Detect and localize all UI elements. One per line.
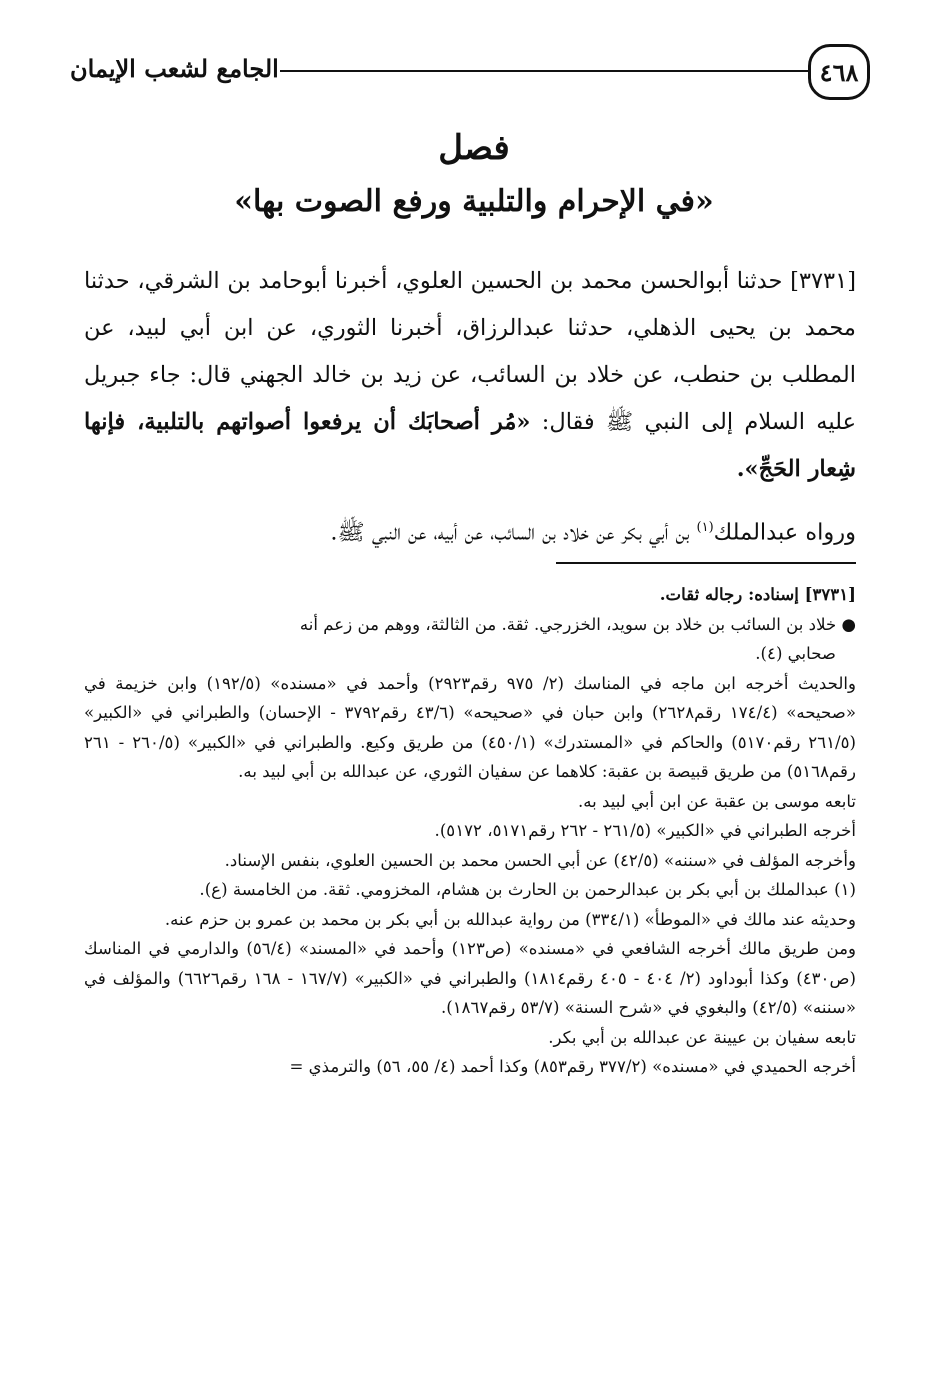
mutabaah-note: تابعه موسى بن عقبة عن ابن أبي لبيد به. bbox=[577, 791, 856, 811]
page-number: ٤٦٨ bbox=[808, 44, 870, 100]
footnote-1: (١) عبدالملك بن أبي بكر بن عبدالرحمن بن الحارث بن هشام، المخزومي. ثقة. من الخامسة (ع). bbox=[199, 880, 856, 899]
book-title: الجامع لشعب الإيمان bbox=[70, 54, 279, 83]
riwaya-before: ورواه عبدالملك bbox=[713, 519, 856, 546]
malik-route-note: ومن طريق مالك أخرجه الشافعي في «مسنده» (ص١٢٣) وأحمد في «المسند» (٥٦/٤) والدارمي في المناسك (ص٤٣٠) وكذا أبوداود (٢/ ٤٠٤ - ٤٠٥ رقم١٨١٤) والطبراني في «الكبير» (١٦٧/٧ - ١٦٨ رقم٦٦٢٦) والمؤلف في «سننه» (٤٢/٥) والبغوي في «شرح السنة» (٥٣/٧ رقم١٨٦٧). bbox=[84, 939, 857, 1017]
section-heading: فصل bbox=[438, 128, 510, 168]
takhrij-paragraph: والحديث أخرجه ابن ماجه في المناسك (٢/ ٩٧٥ رقم٢٩٢٣) وأحمد في «مسنده» (١٩٢/٥) وابن خزيمة في «صحيحه» (١٧٤/٤ رقم٢٦٢٨) وابن حبان في «صحيحه» (٤٣/٦ رقم٣٧٩٢ - الإحسان) والطبراني في «الكبير» (٢٦١/٥ رقم٥١٧٠) والحاكم في «المستدرك» (٤٥٠/١) من طريق وكيع. والطبراني في «الكبير» (٢٦٠/٥ - ٢٦١ رقم٥١٦٨) من طريق قبيصة بن عقبة: كلاهما عن سفيان الثوري، عن عبدالله بن أبي لبيد به. bbox=[84, 673, 857, 781]
running-header bbox=[70, 44, 870, 104]
header-rule bbox=[280, 70, 811, 72]
tabarani-note: أخرجه الطبراني في «الكبير» (٢٦١/٥ - ٢٦٢ رقم٥١٧١، ٥١٧٢). bbox=[434, 821, 856, 840]
author-sunan-note: وأخرجه المؤلف في «سننه» (٤٢/٥) عن أبي الحسن محمد بن الحسين العلوي، بنفس الإسناد. bbox=[224, 850, 856, 870]
footnote-divider bbox=[556, 562, 856, 564]
footnote-marker: (١) bbox=[696, 520, 714, 535]
narrator-note-line1: ● خلاد بن السائب بن خلاد بن سويد، الخزرجي. ثقة. من الثالثة، ووهم من زعم أنه bbox=[299, 614, 856, 634]
riwaya-after: بن أبي بكر عن خلاد بن السائب، عن أبيه، عن النبي ﷺ. bbox=[330, 519, 697, 546]
riwaya-line bbox=[84, 504, 856, 557]
hadith-number: [٣٧٣١] bbox=[790, 268, 856, 294]
hadith-quote: «مُر أصحابَك أن يرفعوا أصواتهم بالتلبية، فإنها شِعار الحَجِّ». bbox=[84, 409, 856, 482]
footnotes bbox=[84, 580, 856, 1082]
humaydi-note: أخرجه الحميدي في «مسنده» (٣٧٧/٢ رقم٨٥٣) وكذا أحمد (٤/ ٥٥، ٥٦) والترمذي = bbox=[289, 1057, 856, 1076]
isnad-label: [٣٧٣١] إسناده: رجاله ثقات. bbox=[659, 584, 856, 604]
malik-note: وحديثه عند مالك في «الموطأ» (٣٣٤/١) من رواية عبدالله بن أبي بكر بن محمد بن عمرو بن حزم عنه. bbox=[164, 909, 856, 929]
hadith-text bbox=[84, 258, 856, 493]
ibn-uyaynah-note: تابعه سفيان بن عيينة عن عبدالله بن أبي بكر. bbox=[548, 1027, 856, 1047]
hadith-chain: حدثنا أبوالحسن محمد بن الحسين العلوي، أخبرنا أبوحامد بن الشرقي، حدثنا محمد بن يحيى الذهلي، حدثنا عبدالرزاق، أخبرنا الثوري، عن ابن أبي لبيد، عن المطلب بن حنطب، عن خلاد بن السائب، عن زيد بن خالد الجهني قال: جاء جبريل عليه السلام إلى النبي ﷺ فقال: bbox=[84, 268, 856, 435]
narrator-note-line2: صحابي (٤). bbox=[755, 644, 836, 663]
section-subtitle: «في الإحرام والتلبية ورفع الصوت بها» bbox=[234, 184, 714, 219]
